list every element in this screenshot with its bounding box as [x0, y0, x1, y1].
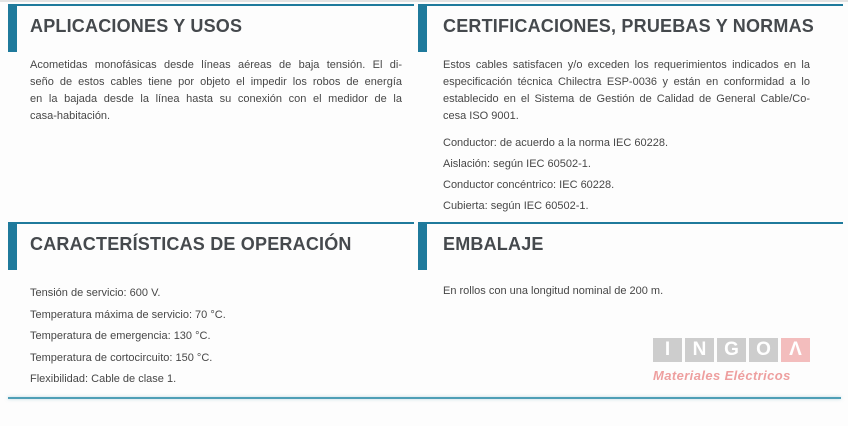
section-caracteristicas — [8, 222, 414, 392]
section-title-certificaciones: CERTIFICACIONES, PRUEBAS Y NORMAS — [443, 16, 814, 36]
text-line: Estos cables satisfacen y/o exceden los requerimientos indicados en la — [443, 59, 810, 71]
brand-logo-ingoa — [653, 338, 811, 383]
spec-item: Temperatura de emergencia: 130 °C. — [30, 330, 211, 342]
logo-letter: N — [685, 338, 714, 362]
text-line: establecido en el Sistema de Gestión de Calidad de General Cable/Co- — [443, 93, 810, 105]
accent-bar — [8, 6, 17, 52]
section-title-aplicaciones: APLICACIONES Y USOS — [30, 16, 243, 36]
spec-item: En rollos con una longitud nominal de 200 m. — [443, 285, 664, 297]
logo-letter: Λ — [781, 338, 810, 362]
aplicaciones-paragraph — [30, 57, 402, 125]
spec-item: Aislación: según IEC 60502-1. — [443, 158, 591, 170]
accent-bar — [418, 224, 427, 270]
logo-letter: G — [717, 338, 746, 362]
spec-item: Conductor: de acuerdo a la norma IEC 60228. — [443, 137, 669, 149]
spec-item: Conductor concéntrico: IEC 60228. — [443, 179, 615, 191]
certificaciones-items — [443, 135, 810, 215]
page-top-edge — [0, 0, 848, 2]
footer-divider-line — [8, 397, 841, 399]
logo-letterboxes — [653, 338, 811, 362]
section-title-embalaje: EMBALAJE — [443, 234, 544, 254]
spec-item: Flexibilidad: Cable de clase 1. — [30, 373, 177, 385]
text-line: Acometidas monofásicas desde líneas aéreas de baja tensión. El di- — [30, 59, 402, 71]
spec-item: Temperatura máxima de servicio: 70 °C. — [30, 308, 226, 321]
certificaciones-paragraph — [443, 57, 810, 125]
caracteristicas-items — [30, 285, 402, 388]
spec-item: Temperatura de cortocircuito: 150 °C. — [30, 351, 213, 364]
logo-letter: I — [653, 338, 682, 362]
section-aplicaciones — [8, 4, 414, 218]
text-line: seño de estos cables tiene por objeto el impedir los robos de energía — [30, 76, 402, 88]
spec-item: Tensión de servicio: 600 V. — [30, 287, 161, 299]
text-line: especificación técnica Chilectra ESP-0036 y están en conformidad a lo — [443, 76, 810, 88]
text-line: en la bajada desde la línea hasta su conexión con el medidor de la — [30, 93, 402, 105]
logo-tagline: Materiales Eléctricos — [653, 368, 791, 383]
section-certificaciones — [418, 4, 843, 218]
spec-item: Cubierta: según IEC 60502-1. — [443, 200, 589, 212]
text-line: cesa ISO 9001. — [443, 110, 519, 122]
accent-bar — [418, 6, 427, 52]
section-title-caracteristicas: CARACTERÍSTICAS DE OPERACIÓN — [30, 234, 352, 254]
text-line: casa-habitación. — [30, 110, 111, 122]
accent-bar — [8, 224, 17, 270]
embalaje-items — [443, 283, 810, 300]
logo-letter: O — [749, 338, 778, 362]
